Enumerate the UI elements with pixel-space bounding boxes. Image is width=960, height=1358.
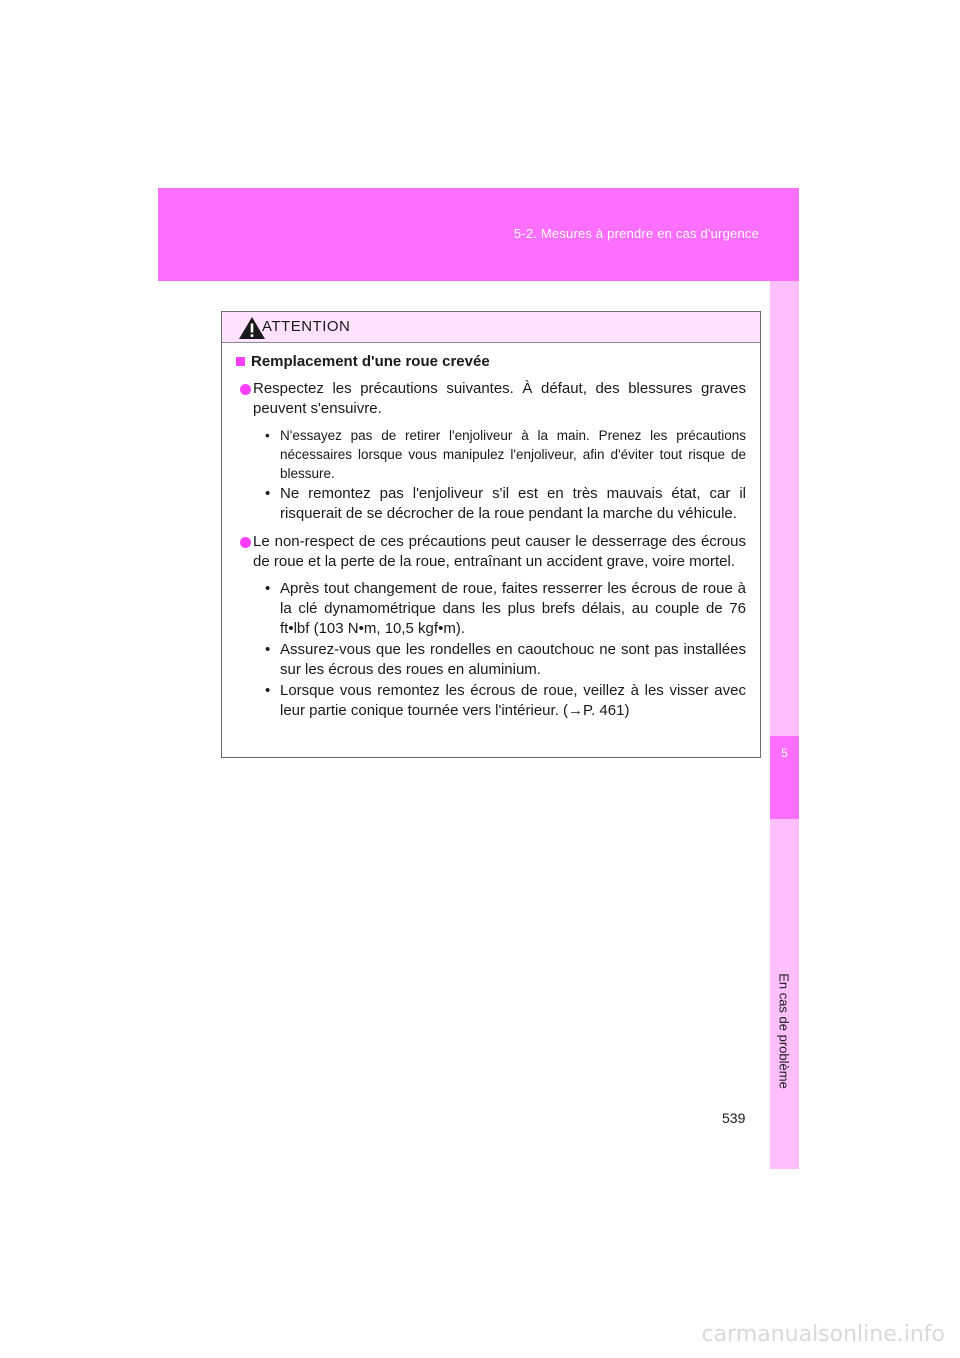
chapter-number: 5 (781, 746, 788, 760)
sub-item-text: N'essayez pas de retirer l'enjoliveur à la main. Prenez les précautions nécessaires lorsque vous manipulez l'enjoliveur, afin d'éviter tout risque de blessure. (280, 428, 746, 481)
sub-item (253, 681, 746, 721)
page-number: 539 (722, 1110, 746, 1126)
sub-item (253, 579, 746, 639)
sub-item (253, 426, 746, 483)
sub-list (253, 426, 746, 524)
warning-title: ATTENTION (262, 318, 351, 335)
dot-bullet-icon: • (265, 641, 271, 658)
warning-body (222, 343, 760, 721)
sub-item (253, 640, 746, 680)
circle-bullet-icon (240, 537, 251, 548)
warning-heading (236, 353, 746, 370)
warning-header (222, 312, 760, 343)
sub-list (253, 579, 746, 721)
sub-item-text: Après tout changement de roue, faites resserrer les écrous de roue à la clé dynamométrique dans les plus brefs délais, au couple de 76 ft•lbf (103 N•m, 10,5 kgf•m). (280, 580, 746, 637)
dot-bullet-icon: • (265, 580, 271, 597)
chapter-side-tab (770, 281, 799, 1169)
square-bullet-icon (236, 357, 245, 366)
precaution-item (236, 379, 746, 524)
sub-item-text: Ne remontez pas l'enjoliveur s'il est en très mauvais état, car il risquerait de se décrocher de la roue pendant la marche du véhicule. (280, 485, 746, 522)
dot-bullet-icon: • (265, 485, 271, 502)
precaution-text: Respectez les précautions suivantes. À défaut, des blessures graves peuvent s'ensuivre. (253, 380, 746, 417)
chapter-title: En cas de problème (776, 973, 792, 1089)
section-title: 5-2. Mesures à prendre en cas d'urgence (513, 226, 759, 241)
precaution-item (236, 532, 746, 721)
sub-item (253, 484, 746, 524)
warning-box (221, 311, 761, 758)
chapter-marker (770, 736, 799, 819)
header-band (158, 188, 799, 281)
sub-item-text: Lorsque vous remontez les écrous de roue, veillez à les visser avec leur partie conique tournée vers l'intérieur. (→P. 461) (280, 682, 746, 719)
dot-bullet-icon: • (265, 682, 271, 699)
precaution-text: Le non-respect de ces précautions peut causer le desserrage des écrous de roue et la perte de la roue, entraînant un accident grave, voire mortel. (253, 533, 746, 570)
dot-bullet-icon: • (265, 428, 270, 443)
warning-heading-text: Remplacement d'une roue crevée (251, 353, 490, 370)
circle-bullet-icon (240, 384, 251, 395)
watermark: carmanualsonline.info (701, 1322, 945, 1347)
sub-item-text: Assurez-vous que les rondelles en caoutchouc ne sont pas installées sur les écrous des roues en aluminium. (280, 641, 746, 678)
